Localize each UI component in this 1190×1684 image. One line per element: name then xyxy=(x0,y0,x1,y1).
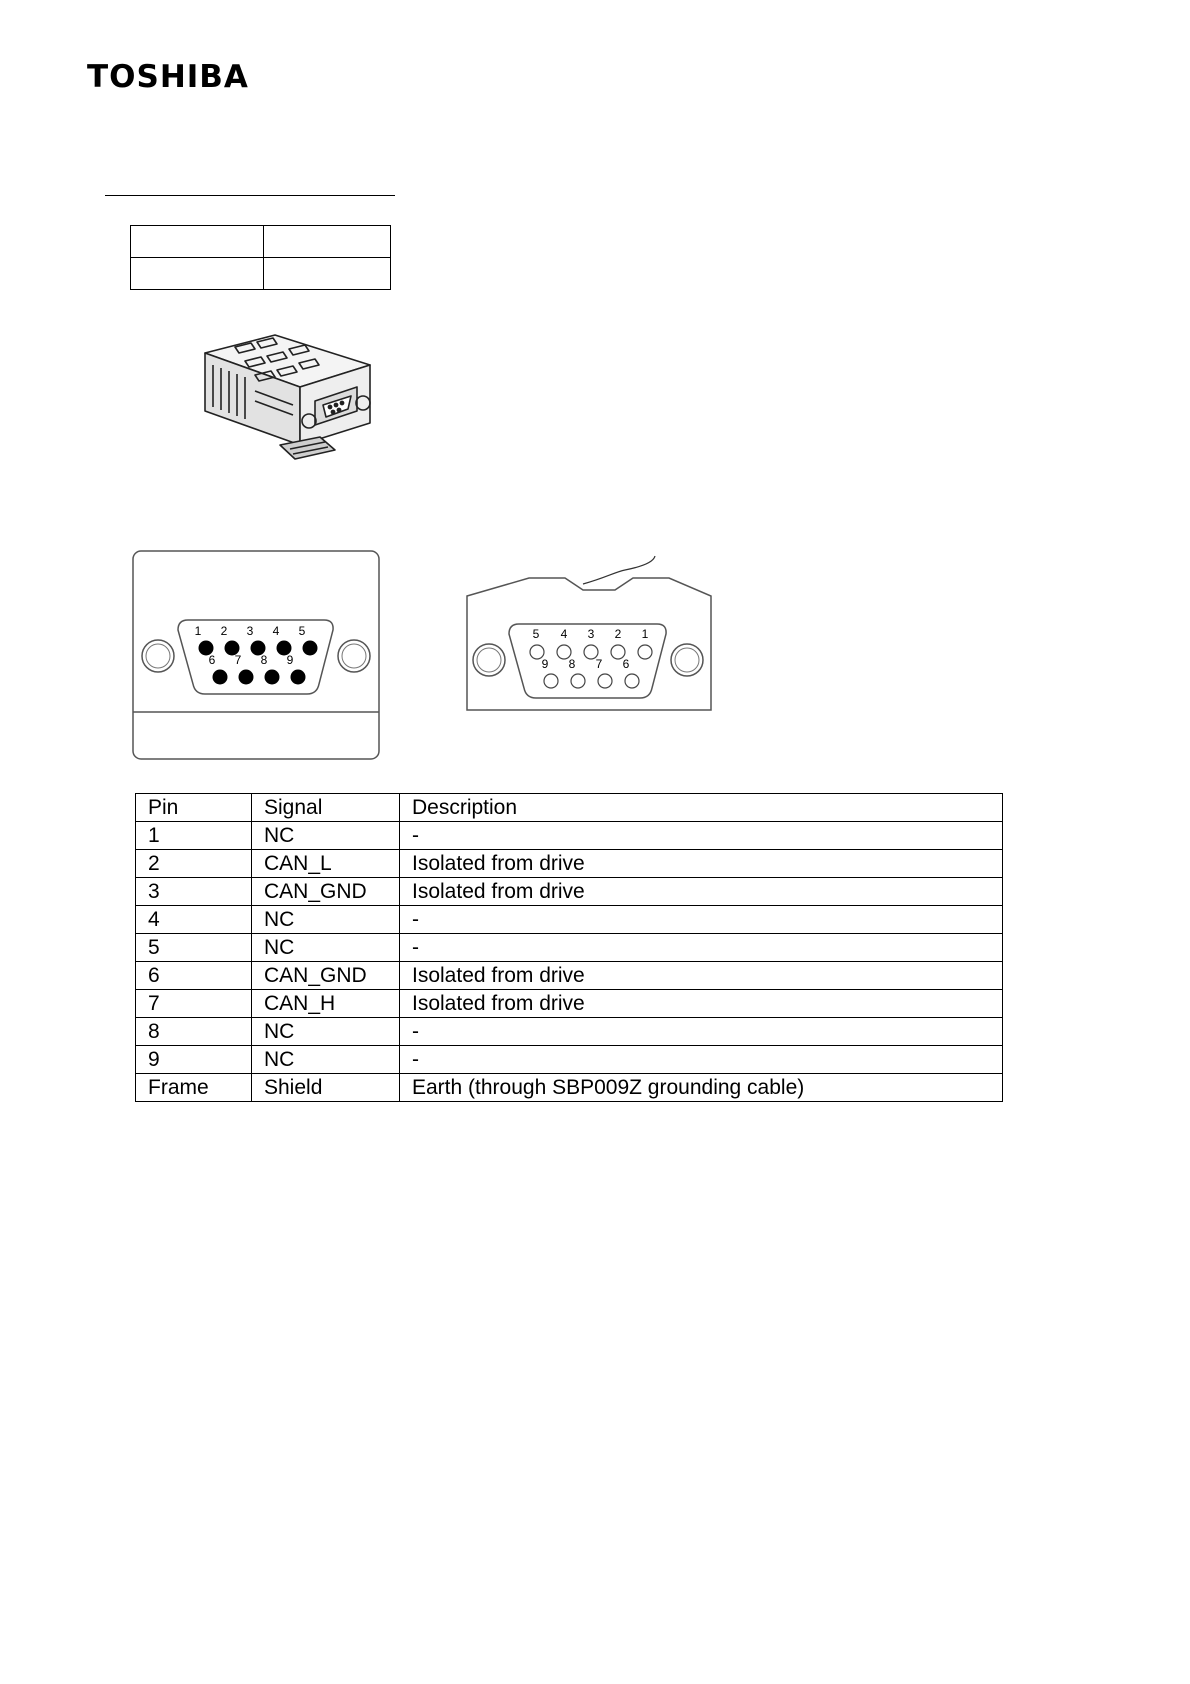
pin-label: 5 xyxy=(298,624,306,638)
signal-cell: CAN_L xyxy=(252,850,400,878)
signal-cell: NC xyxy=(252,1046,400,1074)
table-cell xyxy=(131,258,264,290)
pin-cell: 5 xyxy=(136,934,252,962)
pin-label: 8 xyxy=(568,657,576,671)
pin-label: 1 xyxy=(641,627,649,641)
column-header-signal: Signal xyxy=(252,794,400,822)
pin-label: 6 xyxy=(208,653,216,667)
description-cell: Isolated from drive xyxy=(400,990,1003,1018)
description-cell: - xyxy=(400,1018,1003,1046)
pin-label: 7 xyxy=(234,653,242,667)
signal-cell: CAN_GND xyxy=(252,878,400,906)
signal-cell: NC xyxy=(252,906,400,934)
table-cell xyxy=(264,226,391,258)
description-cell: - xyxy=(400,906,1003,934)
description-cell: Isolated from drive xyxy=(400,850,1003,878)
table-cell xyxy=(264,258,391,290)
table-row xyxy=(136,850,1003,878)
toshiba-logo: TOSHIBA xyxy=(87,59,249,95)
pin-cell: 3 xyxy=(136,878,252,906)
can-option-module-image xyxy=(195,325,395,475)
pin-cell: 8 xyxy=(136,1018,252,1046)
description-cell: Isolated from drive xyxy=(400,878,1003,906)
pin-label: 3 xyxy=(246,624,254,638)
description-cell: - xyxy=(400,1046,1003,1074)
table-row xyxy=(136,962,1003,990)
pin-label: 4 xyxy=(560,627,568,641)
pin-cell: 9 xyxy=(136,1046,252,1074)
pin-cell: 6 xyxy=(136,962,252,990)
column-header-pin: Pin xyxy=(136,794,252,822)
info-table xyxy=(130,225,391,290)
pin-cell: 4 xyxy=(136,906,252,934)
pin-cell: 7 xyxy=(136,990,252,1018)
signal-cell: CAN_GND xyxy=(252,962,400,990)
table-cell xyxy=(131,226,264,258)
table-row xyxy=(131,258,391,290)
pin-label: 8 xyxy=(260,653,268,667)
pin-label: 6 xyxy=(622,657,630,671)
pin-label: 7 xyxy=(595,657,603,671)
signal-cell: NC xyxy=(252,1018,400,1046)
table-row xyxy=(136,822,1003,850)
male-dsub-connector-diagram xyxy=(465,550,717,712)
pin-label: 2 xyxy=(614,627,622,641)
pin-label: 2 xyxy=(220,624,228,638)
pin-label: 9 xyxy=(286,653,294,667)
signal-cell: Shield xyxy=(252,1074,400,1102)
table-row xyxy=(136,990,1003,1018)
description-cell: - xyxy=(400,934,1003,962)
section-rule xyxy=(105,195,395,196)
pin-assignment-table xyxy=(135,793,1003,1102)
pin-label: 3 xyxy=(587,627,595,641)
column-header-description: Description xyxy=(400,794,1003,822)
female-dsub-connector-diagram xyxy=(132,550,382,762)
signal-cell: CAN_H xyxy=(252,990,400,1018)
pin-cell: 1 xyxy=(136,822,252,850)
description-cell: - xyxy=(400,822,1003,850)
table-row xyxy=(136,934,1003,962)
table-row xyxy=(131,226,391,258)
pin-label: 5 xyxy=(532,627,540,641)
table-row xyxy=(136,1018,1003,1046)
pin-label: 9 xyxy=(541,657,549,671)
table-row xyxy=(136,878,1003,906)
table-row xyxy=(136,1046,1003,1074)
description-cell: Isolated from drive xyxy=(400,962,1003,990)
table-row xyxy=(136,906,1003,934)
table-header-row xyxy=(136,794,1003,822)
pin-cell: Frame xyxy=(136,1074,252,1102)
pin-label: 4 xyxy=(272,624,280,638)
pin-cell: 2 xyxy=(136,850,252,878)
table-row xyxy=(136,1074,1003,1102)
pin-label: 1 xyxy=(194,624,202,638)
signal-cell: NC xyxy=(252,822,400,850)
description-cell: Earth (through SBP009Z grounding cable) xyxy=(400,1074,1003,1102)
signal-cell: NC xyxy=(252,934,400,962)
